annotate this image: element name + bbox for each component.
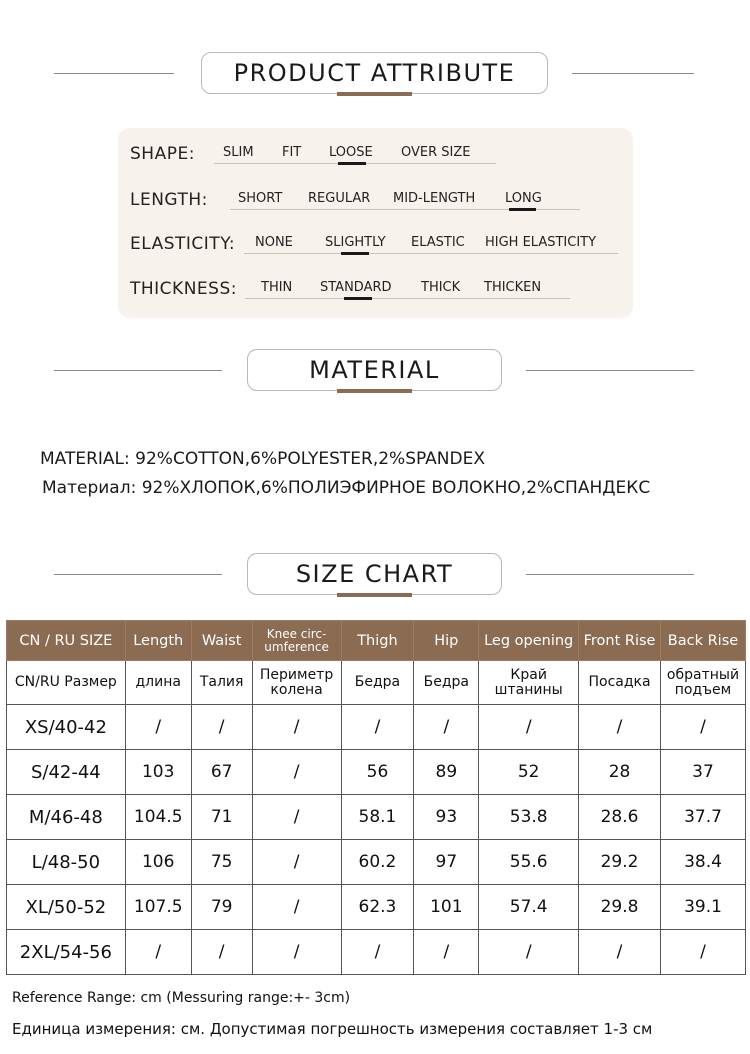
table-cell: / [660,705,745,750]
table-cell: / [191,705,252,750]
attr-option: REGULAR [308,191,371,206]
table-cell: / [252,885,341,930]
product-attribute-title: PRODUCT ATTRIBUTE [201,52,548,94]
attr-option: FIT [282,145,302,160]
table-row [7,930,746,975]
attr-option: SHORT [238,191,283,206]
title-underline [337,92,412,96]
table-cell: 28 [579,750,661,795]
header-cell: Length [125,621,191,661]
divider-left [54,73,174,74]
ru-header-cell: длина [125,661,191,705]
header-cell: CN / RU SIZE [7,621,126,661]
table-cell: 37 [660,750,745,795]
material-en: MATERIAL: 92%COTTON,6%POLYESTER,2%SPANDEX [40,449,485,469]
table-cell: 58.1 [341,795,414,840]
size-cell: M/46-48 [7,795,126,840]
table-cell: / [414,705,479,750]
ru-header-cell: Край штанины [479,661,579,705]
selected-mark [341,252,369,255]
table-cell: 97 [414,840,479,885]
table-cell: 71 [191,795,252,840]
table-cell: 60.2 [341,840,414,885]
table-cell: / [414,930,479,975]
ru-header-cell: Талия [191,661,252,705]
attr-option: SLIM [223,145,254,160]
table-cell: 55.6 [479,840,579,885]
material-title: MATERIAL [247,349,502,391]
table-cell: / [579,705,661,750]
title-underline [337,389,412,393]
size-chart-title: SIZE CHART [247,553,502,595]
table-cell: / [252,930,341,975]
table-row [7,885,746,930]
ru-header-cell: CN/RU Размер [7,661,126,705]
ru-header-cell: Бедра [341,661,414,705]
attr-option-selected: LONG [505,191,542,206]
attr-option: NONE [255,235,293,250]
measurement-unit-note: Единица измерения: см. Допустимая погрешность измерения составляет 1-3 см [12,1020,653,1038]
table-cell: 89 [414,750,479,795]
attr-rule [245,298,570,299]
table-cell: 93 [414,795,479,840]
table-cell: 37.7 [660,795,745,840]
attr-label-shape: SHAPE: [130,144,195,164]
table-cell: 39.1 [660,885,745,930]
divider-left [54,370,222,371]
ru-header-cell: Посадка [579,661,661,705]
attr-option: MID-LENGTH [393,191,476,206]
selected-mark [344,297,372,300]
header-cell: Leg opening [479,621,579,661]
attr-label-thickness: THICKNESS: [130,279,237,299]
table-cell: / [252,840,341,885]
ru-header-cell: Периметр колена [252,661,341,705]
table-cell: 103 [125,750,191,795]
header-cell: Front Rise [579,621,661,661]
table-cell: / [579,930,661,975]
ru-header-cell: обратный подъем [660,661,745,705]
table-cell: / [252,795,341,840]
attr-option: THICK [421,280,461,295]
table-row [7,795,746,840]
attr-option: THIN [261,280,293,295]
table-cell: / [125,930,191,975]
material-ru: Материал: 92%ХЛОПОК,6%ПОЛИЭФИРНОЕ ВОЛОКНО,2%СПАНДЕКС [42,478,651,498]
size-chart-table [6,620,746,975]
size-cell: S/42-44 [7,750,126,795]
table-cell: 101 [414,885,479,930]
size-cell: 2XL/54-56 [7,930,126,975]
header-cell: Thigh [341,621,414,661]
table-row [7,840,746,885]
table-cell: / [341,705,414,750]
table-cell: 53.8 [479,795,579,840]
table-row [7,705,746,750]
table-cell: 104.5 [125,795,191,840]
attr-option-selected: STANDARD [320,280,392,295]
table-cell: 57.4 [479,885,579,930]
size-cell: L/48-50 [7,840,126,885]
table-cell: / [341,930,414,975]
selected-mark [509,208,536,211]
table-cell: 107.5 [125,885,191,930]
header-cell: Hip [414,621,479,661]
table-cell: / [252,750,341,795]
table-cell: / [479,930,579,975]
attr-label-length: LENGTH: [130,190,208,210]
size-cell: XL/50-52 [7,885,126,930]
table-cell: 29.8 [579,885,661,930]
header-cell: Knee circ-umference [252,621,341,661]
table-cell: / [125,705,191,750]
table-cell: 29.2 [579,840,661,885]
attr-option: OVER SIZE [401,145,471,160]
divider-right [526,574,694,575]
table-cell: / [660,930,745,975]
table-cell: 38.4 [660,840,745,885]
attr-option-selected: SLIGHTLY [325,235,386,250]
table-cell: 106 [125,840,191,885]
title-underline [337,593,412,597]
table-cell: 75 [191,840,252,885]
table-cell: / [252,705,341,750]
selected-mark [338,162,366,165]
ru-header-cell: Бедра [414,661,479,705]
table-ru-header-row [7,661,746,705]
table-cell: 52 [479,750,579,795]
header-cell: Waist [191,621,252,661]
divider-right [572,73,694,74]
divider-right [526,370,694,371]
attr-option-selected: LOOSE [329,145,373,160]
attr-rule [244,253,618,254]
table-cell: 28.6 [579,795,661,840]
attr-option: HIGH ELASTICITY [485,235,597,250]
table-row [7,750,746,795]
table-cell: 79 [191,885,252,930]
header-cell: Back Rise [660,621,745,661]
reference-range-note: Reference Range: cm (Messuring range:+- 3cm) [12,990,351,1006]
attr-label-elasticity: ELASTICITY: [130,234,236,254]
table-cell: 56 [341,750,414,795]
table-header-row [7,621,746,661]
table-cell: / [191,930,252,975]
size-cell: XS/40-42 [7,705,126,750]
attr-option: THICKEN [484,280,542,295]
table-cell: / [479,705,579,750]
table-cell: 62.3 [341,885,414,930]
divider-left [54,574,222,575]
table-cell: 67 [191,750,252,795]
attr-option: ELASTIC [411,235,465,250]
